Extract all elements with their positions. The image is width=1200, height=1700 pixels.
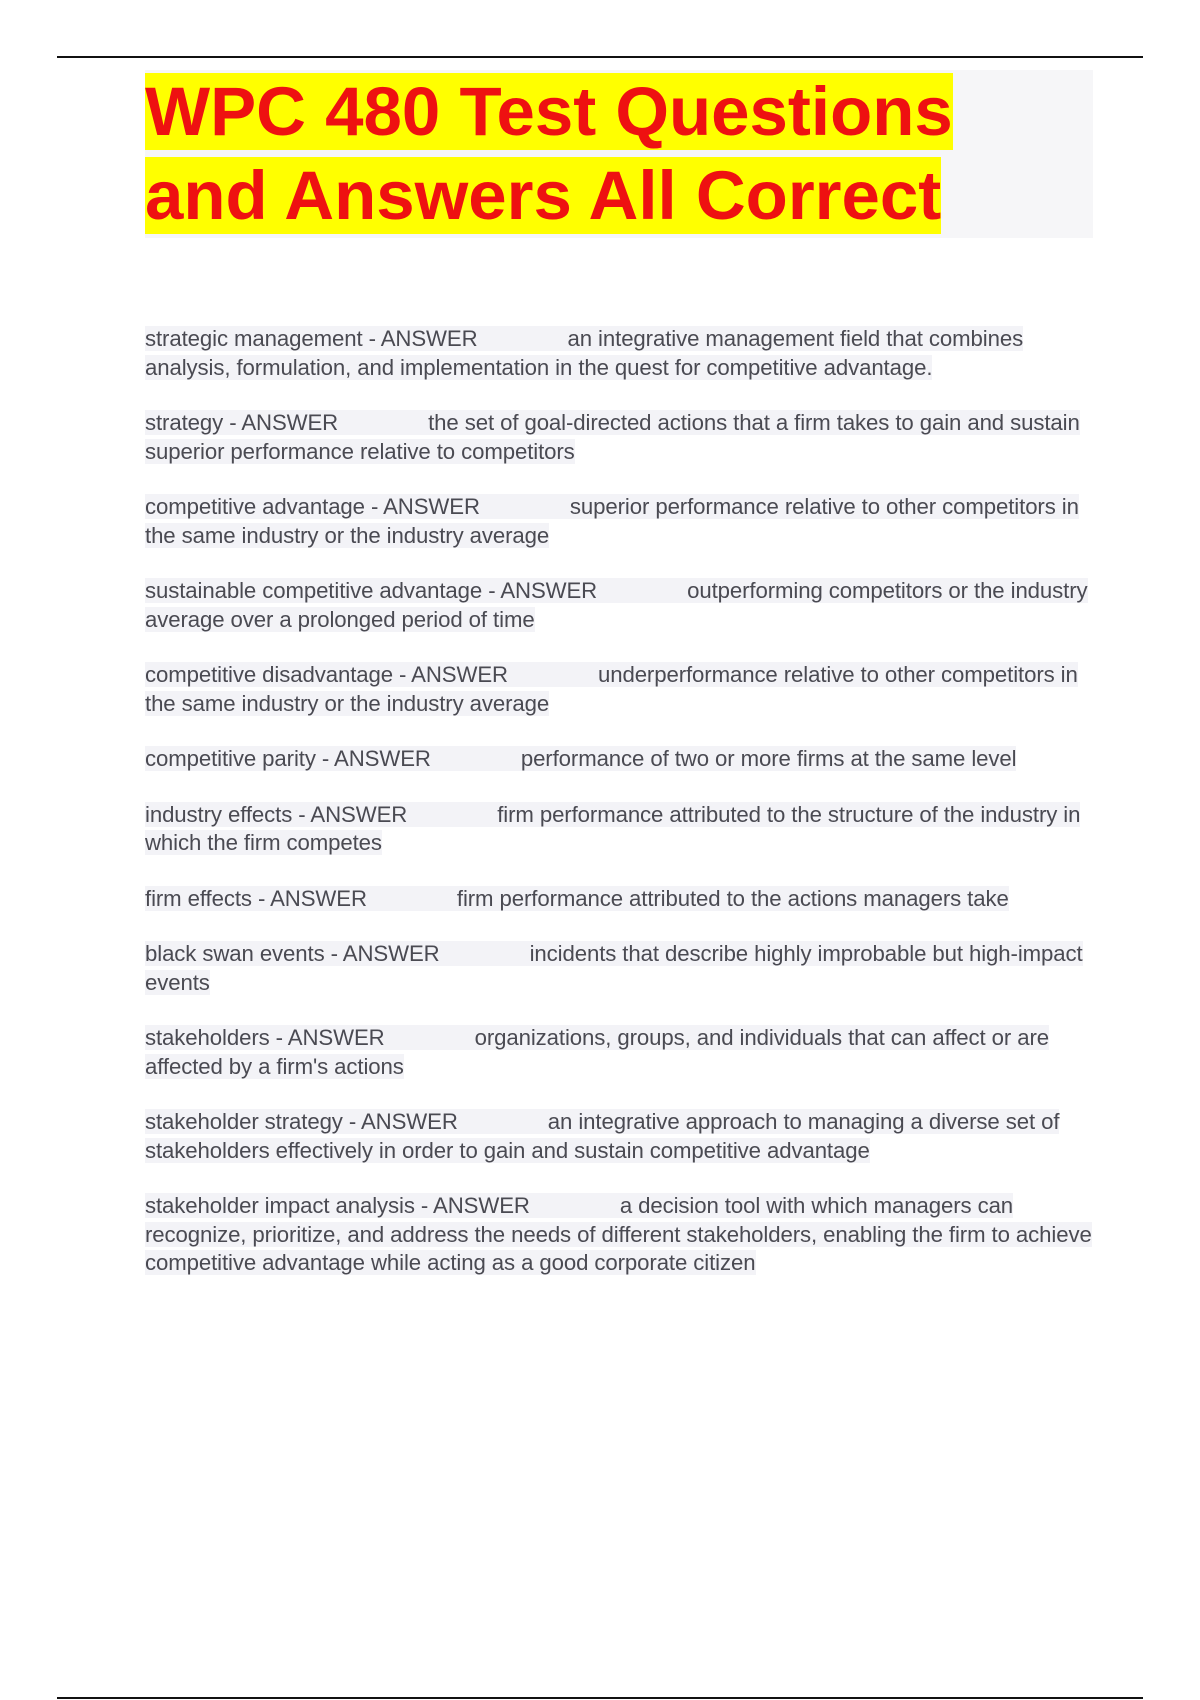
top-rule	[57, 56, 1143, 58]
qa-entry	[145, 409, 1095, 466]
qa-entry	[145, 1108, 1095, 1165]
qa-entry	[145, 577, 1095, 634]
qa-entry	[145, 801, 1095, 858]
qa-definition: performance of two or more firms at the same level	[520, 746, 1017, 771]
qa-definition: an integrative approach to managing a diverse set of stakeholders effectively in order to gain and sustain competitive advantage	[145, 1109, 1060, 1163]
qa-term: black swan events - ANSWER	[145, 941, 440, 966]
qa-definition: an integrative management field that combines analysis, formulation, and implementation in the quest for competitive advantage.	[145, 326, 1024, 380]
qa-list	[145, 325, 1095, 1305]
qa-definition: the set of goal-directed actions that a firm takes to gain and sustain superior performance relative to competitors	[145, 410, 1080, 464]
qa-term: industry effects - ANSWER	[145, 801, 408, 827]
qa-term: sustainable competitive advantage - ANSWER	[145, 578, 598, 603]
qa-entry	[145, 661, 1095, 718]
qa-entry	[145, 493, 1095, 550]
qa-entry	[145, 745, 1095, 774]
qa-definition: firm performance attributed to the actions managers take	[456, 885, 1009, 911]
title-block	[145, 70, 1093, 238]
qa-definition: a decision tool with which managers can recognize, prioritize, and address the needs of different stakeholders, enabling the firm to achieve competitive advantage while acting as a good corporate citizen	[145, 1193, 1092, 1275]
qa-term: competitive parity - ANSWER	[145, 746, 431, 771]
title-line-1: WPC 480 Test Questions	[145, 73, 953, 150]
qa-definition: underperformance relative to other competitors in the same industry or the industry average	[145, 662, 1078, 716]
qa-definition: incidents that describe highly improbable but high-impact events	[145, 941, 1083, 995]
qa-entry	[145, 325, 1095, 382]
qa-entry	[145, 885, 1095, 914]
qa-entry	[145, 1192, 1095, 1278]
bottom-rule	[57, 1697, 1143, 1699]
qa-term: strategic management - ANSWER	[145, 326, 478, 351]
title-line-2: and Answers All Correct	[145, 157, 942, 234]
page-title	[145, 70, 1093, 238]
qa-definition: organizations, groups, and individuals that can affect or are affected by a firm's actions	[145, 1025, 1050, 1079]
qa-term: firm effects - ANSWER	[145, 885, 367, 911]
qa-term: stakeholder impact analysis - ANSWER	[145, 1193, 530, 1218]
qa-entry	[145, 940, 1095, 997]
qa-term: competitive disadvantage - ANSWER	[145, 662, 508, 687]
qa-definition: outperforming competitors or the industry average over a prolonged period of time	[145, 578, 1088, 632]
qa-definition: superior performance relative to other competitors in the same industry or the industry average	[145, 494, 1079, 548]
qa-definition: firm performance attributed to the structure of the industry in which the firm competes	[145, 801, 1081, 855]
qa-term: competitive advantage - ANSWER	[145, 494, 480, 519]
qa-term: stakeholders - ANSWER	[145, 1025, 385, 1050]
qa-entry	[145, 1024, 1095, 1081]
qa-term: strategy - ANSWER	[145, 410, 339, 435]
qa-term: stakeholder strategy - ANSWER	[145, 1109, 458, 1134]
